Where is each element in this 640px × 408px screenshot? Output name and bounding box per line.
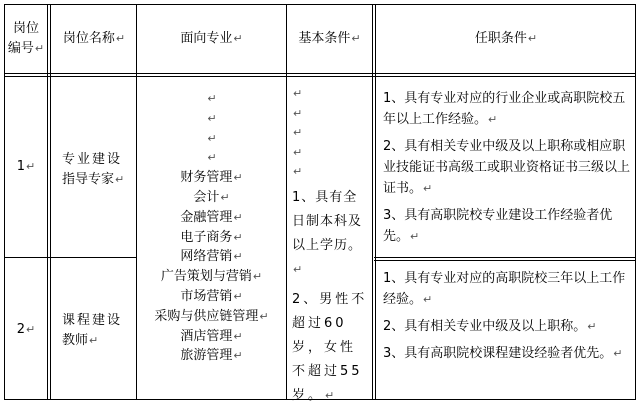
basic-condition-education: 1、具有全日制本科及以上学历。	[292, 189, 363, 253]
row1-name-line1: 专业建设	[62, 152, 123, 167]
row2-duties	[383, 268, 631, 396]
paragraph-mark-icon: ↵	[207, 151, 217, 165]
row2-id	[5, 261, 47, 399]
paragraph-mark-icon: ↵	[351, 32, 361, 45]
paragraph-mark-icon: ↵	[34, 42, 45, 55]
header-post-number	[5, 5, 47, 73]
table-border-right	[635, 4, 636, 400]
paragraph-mark-icon: ↵	[233, 171, 243, 185]
paragraph-mark-icon: ↵	[293, 126, 303, 139]
paragraph-mark-icon: ↵	[89, 334, 99, 347]
paragraph-mark-icon: ↵	[233, 250, 243, 264]
header-post-number-line1: 岗位	[12, 21, 39, 36]
paragraph-mark-icon: ↵	[423, 293, 433, 306]
major-item: 广告策划与营销	[160, 269, 252, 285]
paragraph-mark-icon: ↵	[207, 131, 217, 145]
major-item: 财务管理	[180, 170, 233, 186]
paragraph-mark-icon: ↵	[233, 289, 243, 303]
row1-duties	[383, 88, 631, 254]
duty-item: 3、具有高职院校专业建设工作经验者优先。	[383, 208, 613, 244]
major-item: 旅游管理	[180, 348, 233, 364]
major-item: 采购与供应链管理	[154, 308, 259, 324]
paragraph-mark-icon: ↵	[259, 309, 269, 323]
paragraph-mark-icon: ↵	[252, 270, 263, 284]
header-majors	[137, 5, 286, 73]
major-item: 会计	[193, 189, 220, 205]
paragraph-mark-icon: ↵	[26, 160, 36, 173]
paragraph-mark-icon: ↵	[207, 111, 217, 125]
duty-item: 1、具有专业对应的高职院校三年以上工作经验。	[383, 271, 626, 307]
basic-conditions-cell	[292, 84, 370, 403]
row1-id-text: 1	[16, 159, 26, 174]
major-item: 网络营销	[180, 249, 233, 265]
header-post-name	[52, 5, 136, 73]
duty-item: 2、具有相关专业中级及以上职称。	[383, 319, 587, 334]
major-item: 市场营销	[180, 288, 233, 304]
duty-item: 3、具有高职院校课程建设经验者优先。	[383, 346, 613, 361]
major-item: 电子商务	[180, 229, 233, 245]
paragraph-mark-icon: ↵	[613, 347, 623, 360]
paragraph-mark-icon: ↵	[293, 165, 303, 178]
job-requirements-table	[4, 4, 636, 403]
row2-name	[62, 311, 136, 355]
paragraph-mark-icon: ↵	[233, 210, 243, 224]
row2-id-text: 2	[16, 322, 26, 337]
major-item: 金融管理	[180, 209, 233, 225]
row2-name-line2: 教师	[62, 333, 89, 348]
col-divider-1	[47, 4, 51, 400]
paragraph-mark-icon: ↵	[410, 230, 420, 243]
row2-name-line1: 课程建设	[62, 313, 123, 328]
header-majors-text: 面向专业	[180, 31, 233, 46]
paragraph-mark-icon: ↵	[233, 329, 243, 343]
majors-cell	[137, 89, 286, 397]
paragraph-mark-icon: ↵	[423, 182, 433, 195]
basic-condition-age: 2、男性不超过60岁，女性不超过55岁。	[292, 291, 368, 403]
header-duties-text: 任职条件	[474, 31, 527, 46]
row1-name	[62, 150, 136, 194]
paragraph-mark-icon: ↵	[220, 190, 230, 204]
row-divider-left	[4, 257, 136, 258]
paragraph-mark-icon: ↵	[293, 87, 303, 100]
header-basic-conditions-text: 基本条件	[298, 31, 351, 46]
header-post-number-line2: 编号	[7, 41, 34, 56]
paragraph-mark-icon: ↵	[587, 320, 597, 333]
header-basic-conditions	[287, 5, 372, 73]
paragraph-mark-icon: ↵	[115, 32, 126, 45]
header-divider	[4, 73, 636, 77]
paragraph-mark-icon: ↵	[207, 92, 217, 105]
row1-id	[5, 77, 47, 257]
paragraph-mark-icon: ↵	[115, 173, 125, 186]
col-divider-4	[372, 4, 376, 400]
paragraph-mark-icon: ↵	[293, 106, 303, 120]
paragraph-mark-icon: ↵	[293, 145, 303, 159]
paragraph-mark-icon: ↵	[325, 388, 338, 402]
header-post-name-text: 岗位名称	[62, 31, 115, 46]
major-item: 酒店管理	[180, 328, 233, 344]
duty-item: 1、具有专业对应的行业企业或高职院校五年以上工作经验。	[383, 91, 626, 127]
row1-name-line2: 指导专家	[62, 172, 115, 187]
header-duties	[377, 5, 635, 73]
paragraph-mark-icon: ↵	[488, 113, 498, 126]
paragraph-mark-icon: ↵	[26, 323, 36, 336]
paragraph-mark-icon: ↵	[233, 349, 243, 363]
paragraph-mark-icon: ↵	[293, 262, 304, 276]
paragraph-mark-icon: ↵	[233, 230, 243, 244]
paragraph-mark-icon: ↵	[233, 32, 243, 45]
row-divider-right	[374, 257, 636, 261]
paragraph-mark-icon: ↵	[527, 32, 538, 45]
duty-item: 2、具有相关专业中级及以上职称或相应职业技能证书高级工或职业资格证书三级以上证书。	[383, 139, 631, 196]
